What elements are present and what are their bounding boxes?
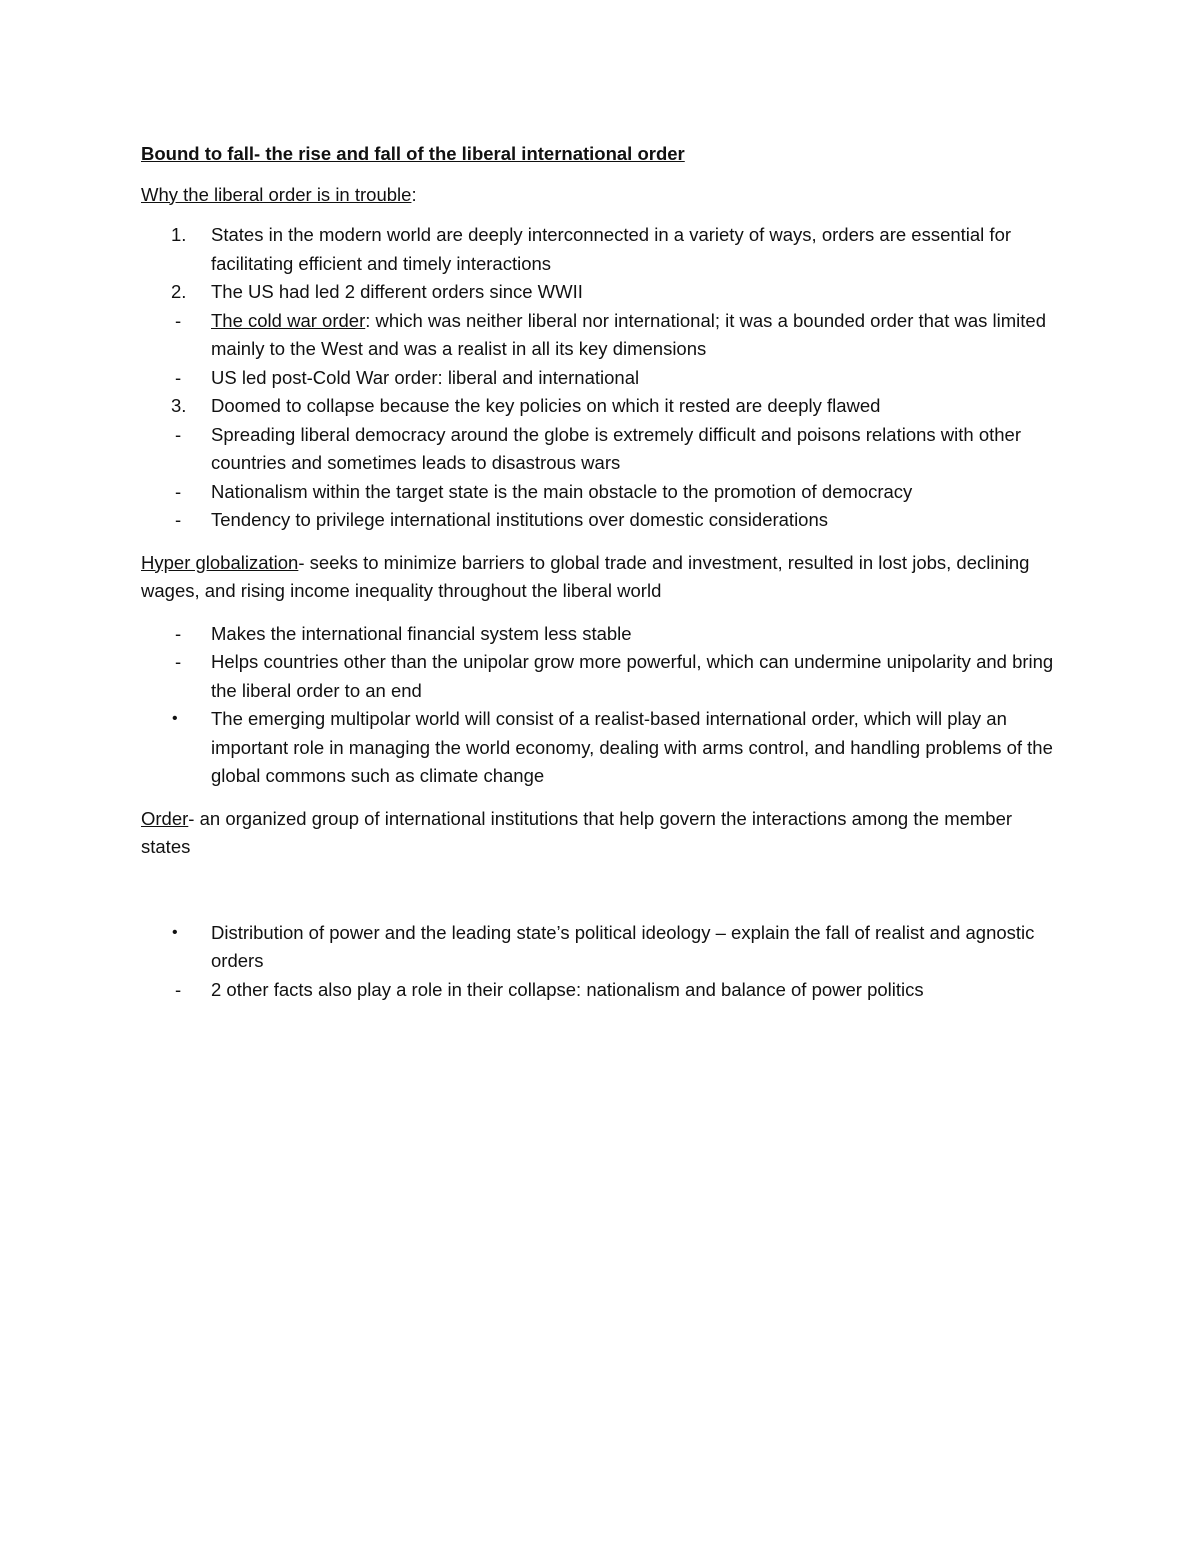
section-heading-text: Why the liberal order is in trouble [141,183,412,205]
section-heading-colon: : [411,183,417,205]
globalization-list [141,620,1061,791]
definition-term: Order [141,807,189,829]
list-marker: - [175,423,182,445]
spacer [141,862,1061,919]
list-item-text: Distribution of power and the leading state’s political ideology – explain the fall of realist and agnostic orders [211,921,1035,971]
list-item [141,919,1061,976]
list-marker: - [175,978,182,1000]
list-marker: 1. [171,224,187,245]
list-item [141,620,1061,649]
document-body [141,140,1061,1004]
list-item [141,648,1061,705]
list-item-text: Tendency to privilege international institutions over domestic considerations [211,509,829,530]
definition-text: - an organized group of international institutions that help govern the interactions among the member states [141,807,1013,857]
document-title: Bound to fall- the rise and fall of the liberal international order [141,143,685,164]
hyper-globalization-definition [141,549,1061,606]
list-item [141,364,1061,393]
list-item [141,976,1061,1005]
list-marker: 3. [171,395,187,416]
definition-term: Hyper globalization [141,551,299,573]
list-marker: - [175,651,182,672]
bullet-icon: • [172,710,178,727]
list-item [141,278,1061,307]
list-marker: - [175,366,182,388]
list-item-text: Nationalism within the target state is the main obstacle to the promotion of democracy [211,480,913,502]
list-item-text: Spreading liberal democracy around the globe is extremely difficult and poisons relations with other countries and sometimes leads to disastrous wars [211,423,1021,473]
list-item [141,421,1061,478]
list-item [141,221,1061,278]
list-marker: - [175,309,182,331]
list-marker: - [175,509,182,530]
list-marker: 2. [171,281,187,302]
list-item-text: 2 other facts also play a role in their collapse: nationalism and balance of power politics [211,978,924,1000]
list-marker: - [175,622,182,644]
spacer [141,791,1061,805]
list-item-text: Doomed to collapse because the key policies on which it rested are deeply flawed [211,395,881,416]
list-item [141,392,1061,421]
order-definition [141,805,1061,862]
list-item [141,705,1061,791]
list-item [141,307,1061,364]
trouble-list [141,221,1061,535]
order-list [141,919,1061,1005]
list-item-text: : which was neither liberal nor international; it was a bounded order that was limited mainly to the West and was a realist in all its key dimensions [211,309,1046,359]
spacer [141,606,1061,620]
spacer [141,535,1061,549]
list-item [141,506,1061,535]
list-item-text: Helps countries other than the unipolar grow more powerful, which can undermine unipolarity and bring the liberal order to an end [211,651,1054,701]
list-item-text: The emerging multipolar world will consist of a realist-based international order, which will play an important role in managing the world economy, dealing with arms control, and handling problems of the global commons such as climate change [211,708,1053,786]
list-item-text: States in the modern world are deeply interconnected in a variety of ways, orders are essential for facilitating efficient and timely interactions [211,224,1012,274]
list-item-term: The cold war order [211,309,366,331]
section-heading-trouble [141,181,1061,210]
list-item-text: US led post-Cold War order: liberal and international [211,366,640,388]
list-item-text: The US had led 2 different orders since WWII [211,281,583,302]
list-item-text: Makes the international financial system less stable [211,622,632,644]
list-item [141,478,1061,507]
bullet-icon: • [172,923,178,941]
definition-text: - seeks to minimize barriers to global trade and investment, resulted in lost jobs, declining wages, and rising income inequality throughout the liberal world [141,551,1030,601]
list-marker: - [175,480,182,502]
